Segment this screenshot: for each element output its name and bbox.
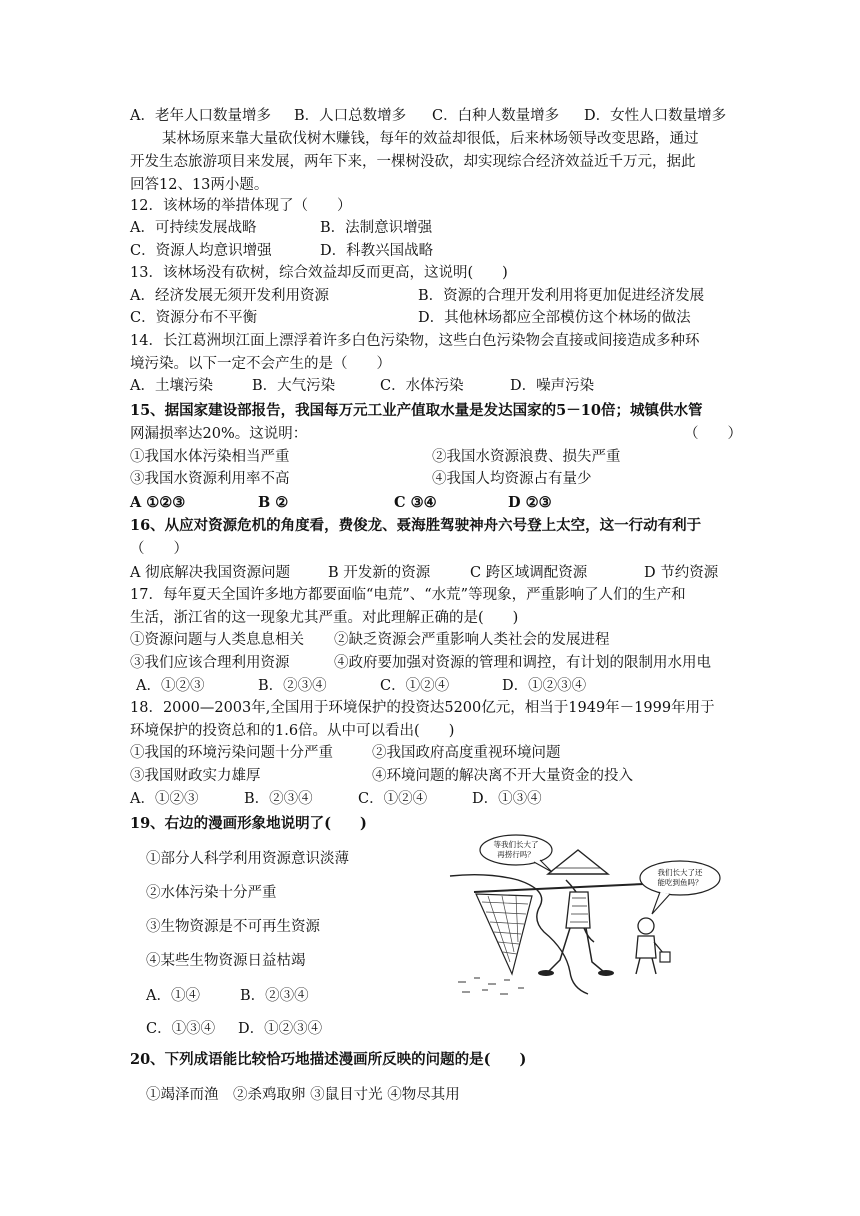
q18-stem-line-1: 18．2000—2003年,全国用于环境保护的投资达5200亿元，相当于1949年－1999年用于 [130, 700, 715, 716]
q17-option-c: C．①②④ [380, 678, 450, 694]
bubble-child-line-2: 能吃到鱼吗？ [657, 878, 703, 887]
q17-stem-line-1: 17．每年夏天全国许多地方都要面临“电荒”、“水荒”等现象，严重影响了人们的生产和 [130, 587, 686, 603]
q18-option-d: D．①③④ [472, 791, 542, 807]
q18-stem-line-2: 环境保护的投资总和的1.6倍。从中可以看出( ) [130, 723, 455, 739]
q19-option-a: A．①④ [146, 988, 200, 1004]
q15-stem-line-1: 15、据国家建设部报告，我国每万元工业产值取水量是发达国家的5－10倍；城镇供水管 [130, 402, 703, 419]
passage-line-2: 开发生态旅游项目来发展，两年下来，一棵树没砍，却实现综合经济效益近千万元，据此 [130, 154, 696, 170]
passage-line-1: 某林场原来靠大量砍伐树木赚钱，每年的效益却很低，后来林场领导改变思路，通过 [162, 131, 699, 147]
prev-option-c: C．白种人数量增多 [432, 108, 560, 124]
q19-option-c: C．①③④ [146, 1021, 216, 1037]
q15-option-a: A ①②③ [130, 494, 186, 511]
q19-stem: 19、右边的漫画形象地说明了( ) [130, 815, 367, 832]
q13-option-a: A．经济发展无须开发利用资源 [130, 288, 329, 304]
q15-option-c: C ③④ [394, 494, 437, 511]
q17-option-d: D．①②③④ [502, 678, 587, 694]
q18-statement-4: ④环境问题的解决离不开大量资金的投入 [372, 768, 633, 784]
q13-option-c: C．资源分布不平衡 [130, 310, 258, 326]
q18-option-c: C．①②④ [358, 791, 428, 807]
adult-leg-right [586, 928, 604, 972]
q14-option-a: A．土壤污染 [130, 378, 213, 394]
q12-option-c: C．资源人均意识增强 [130, 243, 272, 259]
q18-option-b: B．②③④ [244, 791, 313, 807]
q13-stem: 13．该林场没有砍树，综合效益却反而更高，这说明( ) [130, 265, 508, 281]
q14-option-c: C．水体污染 [380, 378, 464, 394]
q16-option-d: D 节约资源 [644, 565, 719, 581]
q14-option-d: D．噪声污染 [510, 378, 595, 394]
q19-option-d: D．①②③④ [238, 1021, 323, 1037]
q17-option-b: B．②③④ [258, 678, 327, 694]
q19-statement-4: ④某些生物资源日益枯竭 [146, 953, 306, 969]
q15-option-b: B ② [258, 494, 289, 511]
passage-line-3: 回答12、13两小题。 [130, 177, 269, 193]
q19-statement-2: ②水体污染十分严重 [146, 885, 277, 901]
q15-statement-3: ③我国水资源利用率不高 [130, 471, 290, 487]
q20-options: ①竭泽而渔 ②杀鸡取卵 ③鼠目寸光 ④物尽其用 [146, 1087, 460, 1103]
child-body [636, 936, 656, 958]
q12-option-a: A．可持续发展战略 [130, 220, 257, 236]
adult-leg-left [548, 928, 570, 972]
q17-stem-line-2: 生活，浙江省的这一现象尤其严重。对此理解正确的是( ) [130, 610, 519, 626]
q13-option-d: D．其他林场都应全部模仿这个林场的做法 [418, 310, 691, 326]
q15-statement-1: ①我国水体污染相当严重 [130, 449, 290, 465]
bubble-adult-line-2: 再捞行吗？ [497, 850, 535, 859]
q12-option-b: B．法制意识增强 [320, 220, 433, 236]
water-marks [458, 978, 524, 994]
q12-stem: 12．该林场的举措体现了（ ） [130, 198, 352, 214]
q17-statement-1: ①资源问题与人类息息相关 [130, 632, 304, 648]
q15-stem-line-2: 网漏损率达20%。这说明： [130, 426, 308, 442]
q17-statement-4: ④政府要加强对资源的管理和调控，有计划的限制用水用电 [334, 655, 711, 671]
bubble-child-line-1: 我们长大了还 [657, 868, 703, 877]
q16-option-c: C 跨区域调配资源 [470, 565, 588, 581]
q16-stem-line-1: 16、从应对资源危机的角度看，费俊龙、聂海胜驾驶神舟六号登上太空，这一行动有利于 [130, 517, 702, 534]
fishing-cartoon [448, 832, 732, 1000]
adult-hat [548, 850, 608, 874]
child-head [638, 918, 654, 934]
child-bucket [660, 952, 670, 962]
q18-statement-2: ②我国政府高度重视环境问题 [372, 745, 561, 761]
q14-stem-line-2: 境污染。以下一定不会产生的是（ ） [130, 356, 391, 372]
q19-option-b: B．②③④ [240, 988, 309, 1004]
q16-option-b: B 开发新的资源 [328, 565, 431, 581]
q16-option-a: A 彻底解决我国资源问题 [130, 565, 291, 581]
prev-option-b: B．人口总数增多 [294, 108, 407, 124]
q19-statement-3: ③生物资源是不可再生资源 [146, 919, 320, 935]
q19-statement-1: ①部分人科学利用资源意识淡薄 [146, 851, 349, 867]
q14-stem-line-1: 14．长江葛洲坝江面上漂浮着许多白色污染物，这些白色污染物会直接或间接造成多种环 [130, 333, 700, 349]
q15-statement-2: ②我国水资源浪费、损失严重 [432, 449, 621, 465]
q18-statement-1: ①我国的环境污染问题十分严重 [130, 745, 333, 761]
q15-statement-4: ④我国人均资源占有量少 [432, 471, 592, 487]
q18-statement-3: ③我国财政实力雄厚 [130, 768, 261, 784]
q14-option-b: B．大气污染 [252, 378, 336, 394]
q20-stem: 20、下列成语能比较恰巧地描述漫画所反映的问题的是( ) [130, 1051, 527, 1068]
prev-option-d: D．女性人口数量增多 [584, 108, 727, 124]
q15-answer-paren: （ ） [684, 426, 742, 442]
q15-option-d: D ②③ [508, 494, 552, 511]
bubble-adult-line-1: 等我们长大了 [493, 840, 539, 849]
q18-option-a: A．①②③ [130, 791, 199, 807]
q16-stem-line-2: （ ） [130, 541, 188, 557]
carrying-pole [474, 884, 644, 892]
q17-statement-2: ②缺乏资源会严重影响人类社会的发展进程 [334, 632, 610, 648]
prev-option-a: A．老年人口数量增多 [130, 108, 271, 124]
q17-option-a: A．①②③ [136, 678, 205, 694]
q13-option-b: B．资源的合理开发利用将更加促进经济发展 [418, 288, 705, 304]
q12-option-d: D．科教兴国战略 [320, 243, 434, 259]
q17-statement-3: ③我们应该合理利用资源 [130, 655, 290, 671]
